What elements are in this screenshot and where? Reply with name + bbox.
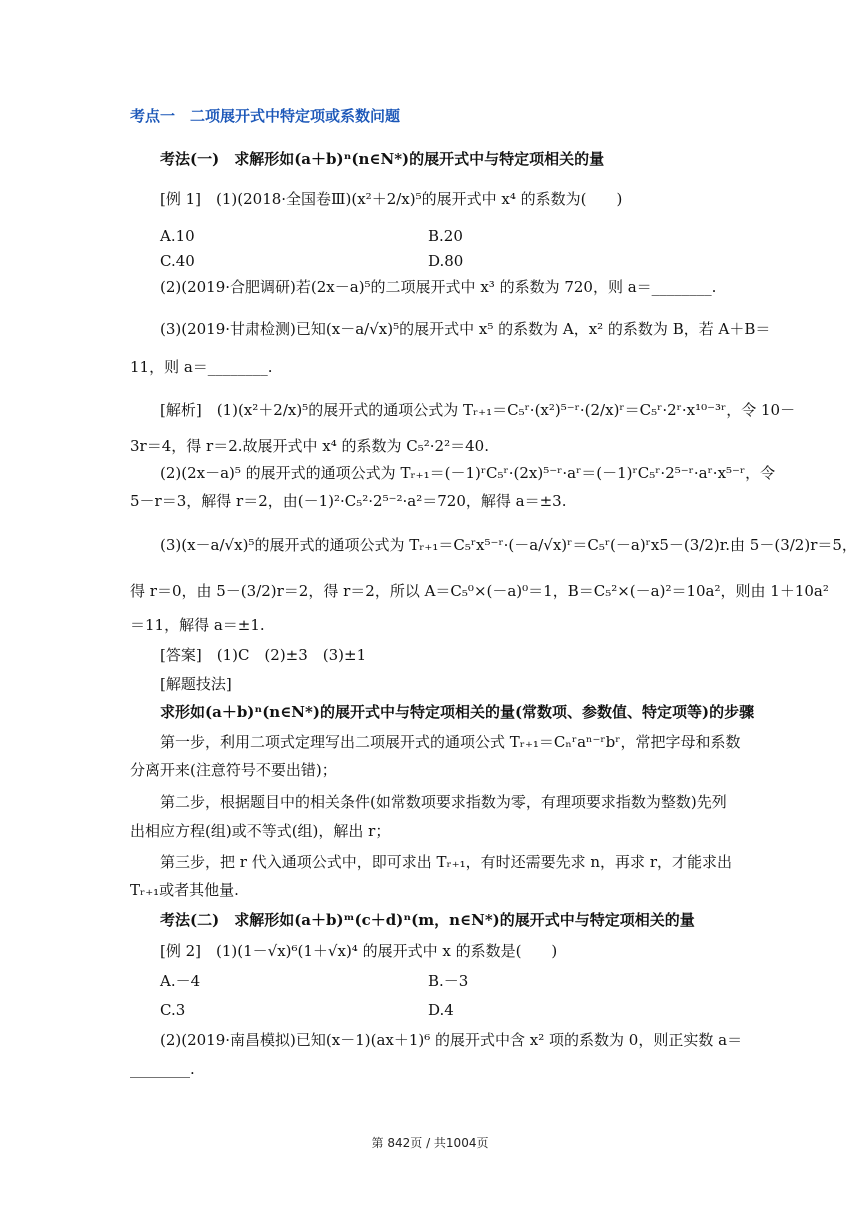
method1-title: 考法(一) 求解形如(a＋b)ⁿ(n∈N*)的展开式中与特定项相关的量 [160,150,605,168]
example1-question3-line1: (3)(2019·甘肃检测)已知(x－a/√x)⁵的展开式中 x⁵ 的系数为 A，x² 的系数为 B，若 A＋B＝ [160,320,771,338]
example1-question1: [例 1] (1)(2018·全国卷Ⅲ)(x²＋2/x)⁵的展开式中 x⁴ 的系数为( ) [160,190,623,208]
example2-question1: [例 2] (1)(1－√x)⁶(1＋√x)⁴ 的展开式中 x 的系数是( ) [160,942,558,960]
page-footer: 第 842页 / 共1004页 [371,1136,489,1150]
analysis-line6: 得 r＝0，由 5－(3/2)r＝2，得 r＝2，所以 A＝C₅⁰×(－a)⁰＝1，B＝C₅²×(－a)²＝10a²，则由 1＋10a² [130,582,829,600]
analysis-line1: [解析] (1)(x²＋2/x)⁵的展开式的通项公式为 Tᵣ₊₁＝C₅ʳ·(x²)⁵⁻ʳ·(2/x)ʳ＝C₅ʳ·2ʳ·x¹⁰⁻³ʳ，令 10－ [160,401,796,419]
technique-step2-line2: 出相应方程(组)或不等式(组)，解出 r； [130,822,391,840]
example2-option-d: D.4 [428,1001,454,1019]
analysis-line7: ＝11，解得 a＝±1. [130,616,265,634]
example1-option-c: C.40 [160,252,195,270]
technique-step3-line2: Tᵣ₊₁或者其他量. [130,881,239,899]
example1-option-b: B.20 [428,227,463,245]
method2-title: 考法(二) 求解形如(a＋b)ᵐ(c＋d)ⁿ(m，n∈N*)的展开式中与特定项相关的量 [160,911,695,929]
technique-step1-line1: 第一步，利用二项式定理写出二项展开式的通项公式 Tᵣ₊₁＝Cₙʳaⁿ⁻ʳbʳ，常把字母和系数 [160,733,741,751]
example2-question2-line1: (2)(2019·南昌模拟)已知(x－1)(ax＋1)⁶ 的展开式中含 x² 项的系数为 0，则正实数 a＝ [160,1031,743,1049]
analysis-line2: 3r＝4，得 r＝2.故展开式中 x⁴ 的系数为 C₅²·2²＝40. [130,437,489,455]
technique-step1-line2: 分离开来(注意符号不要出错)； [130,761,337,779]
example2-option-b: B.－3 [428,972,469,990]
example1-question3-line2: 11，则 a＝________. [130,358,273,376]
answer-line: [答案] (1)C (2)±3 (3)±1 [160,646,367,664]
example1-question2: (2)(2019·合肥调研)若(2x－a)⁵的二项展开式中 x³ 的系数为 720，则 a＝________. [160,278,717,296]
analysis-line3: (2)(2x－a)⁵ 的展开式的通项公式为 Tᵣ₊₁＝(－1)ʳC₅ʳ·(2x)⁵⁻ʳ·aʳ＝(－1)ʳC₅ʳ·2⁵⁻ʳ·aʳ·x⁵⁻ʳ，令 [160,464,776,482]
section-title: 考点一 二项展开式中特定项或系数问题 [130,107,401,125]
technique-step2-line1: 第二步，根据题目中的相关条件(如常数项要求指数为零，有理项要求指数为整数)先列 [160,793,727,811]
example2-question2-line2: ________. [130,1060,195,1078]
analysis-line5: (3)(x－a/√x)⁵的展开式的通项公式为 Tᵣ₊₁＝C₅ʳx⁵⁻ʳ·(－a/√x)ʳ＝C₅ʳ(－a)ʳx5－(3/2)r.由 5－(3/2)r＝5， [160,536,857,554]
example1-option-d: D.80 [428,252,464,270]
technique-title: [解题技法] [160,675,232,693]
technique-line0: 求形如(a＋b)ⁿ(n∈N*)的展开式中与特定项相关的量(常数项、参数值、特定项等)的步骤 [160,703,755,721]
example2-option-c: C.3 [160,1001,186,1019]
analysis-line4: 5－r＝3，解得 r＝2，由(－1)²·C₅²·2⁵⁻²·a²＝720，解得 a＝±3. [130,492,567,510]
example1-option-a: A.10 [160,227,195,245]
technique-step3-line1: 第三步，把 r 代入通项公式中，即可求出 Tᵣ₊₁，有时还需要先求 n，再求 r，才能求出 [160,853,732,871]
example2-option-a: A.－4 [160,972,201,990]
